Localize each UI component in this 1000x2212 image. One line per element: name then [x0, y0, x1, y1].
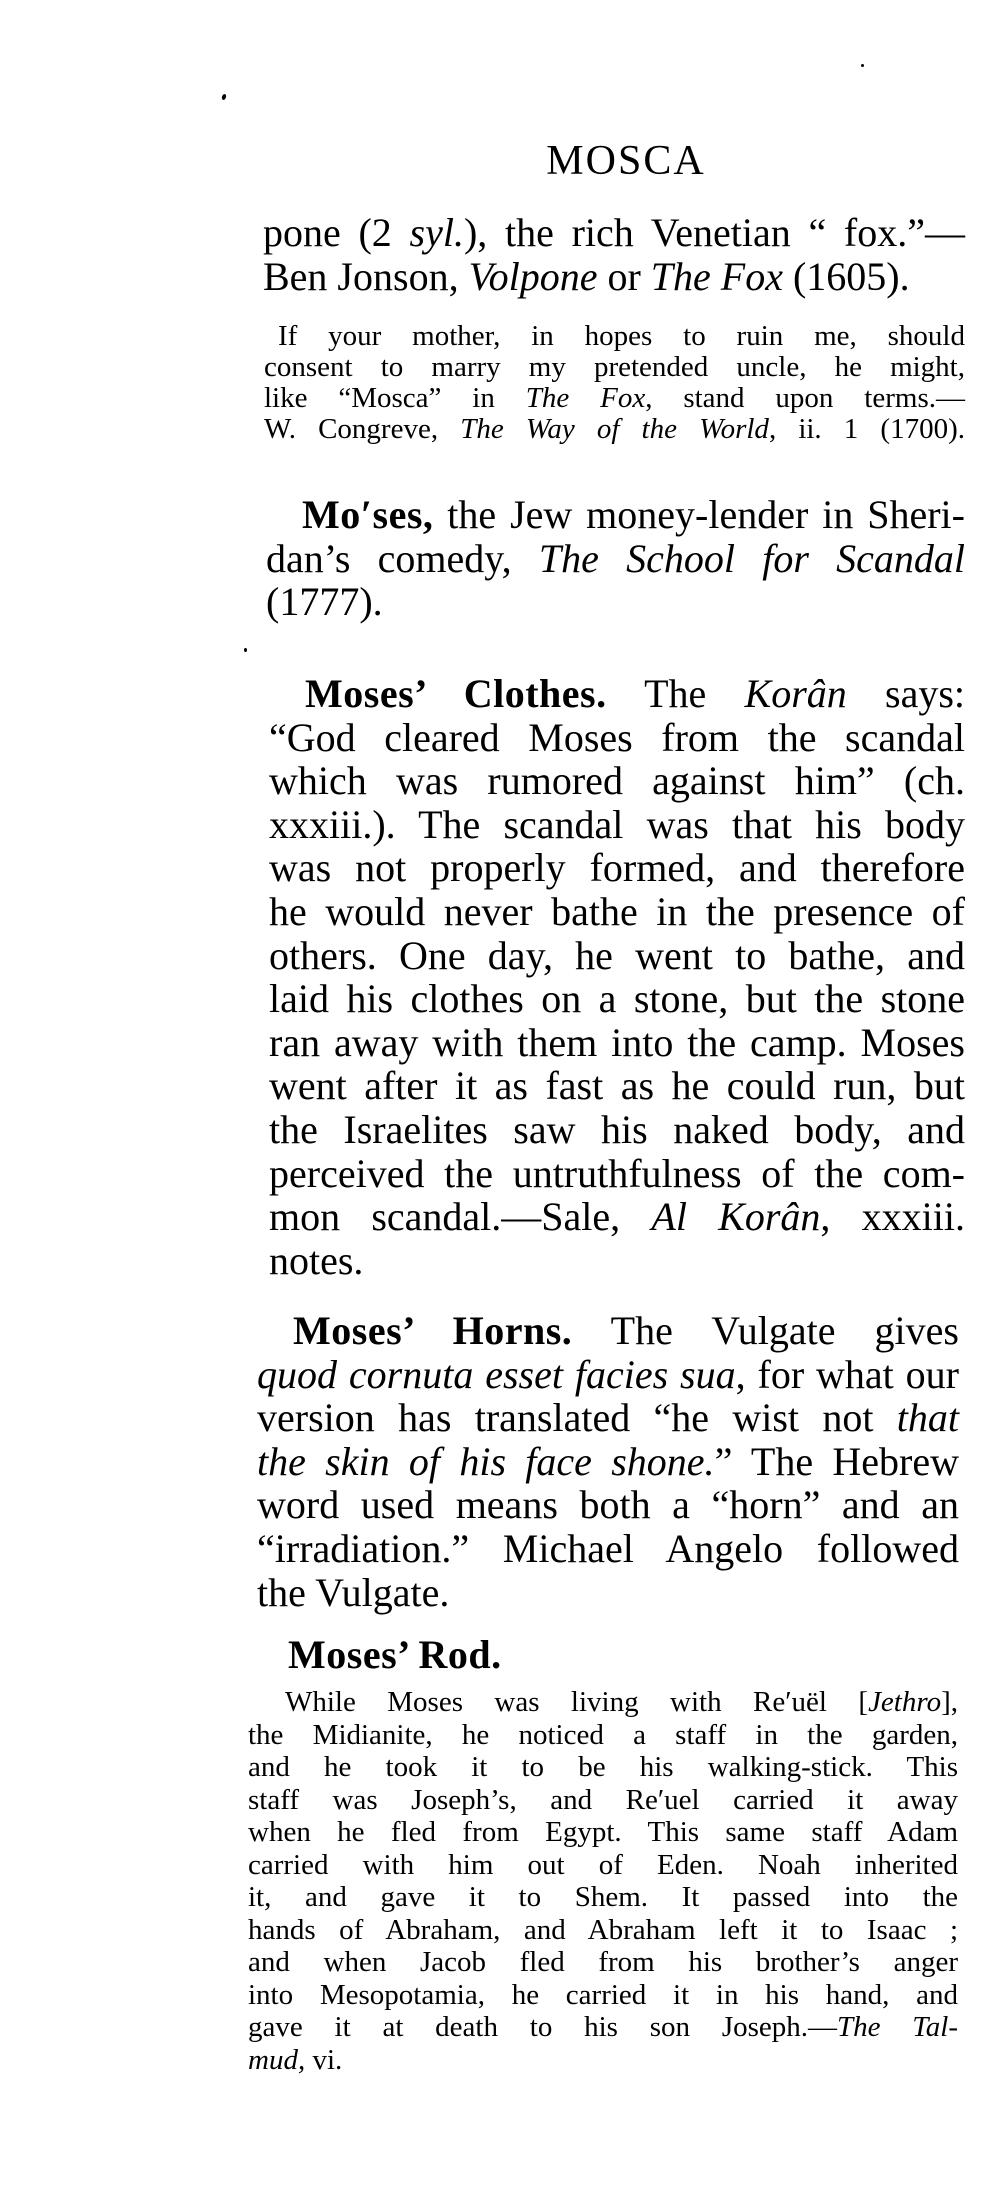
text-line: [263, 211, 965, 255]
text-run: when he fled from Egypt. This same staff Adam: [248, 1816, 958, 1848]
text-line: [257, 1353, 959, 1397]
text-run: mon scandal.—Sale,: [269, 1194, 652, 1240]
text-line: [269, 1195, 965, 1239]
text-line: [263, 255, 965, 299]
text-run: W. Congreve,: [264, 413, 461, 445]
text-line: [269, 1152, 965, 1196]
text-line: [248, 1751, 958, 1784]
entry-headword: Moses’ Horns.: [293, 1308, 573, 1353]
italic-text-run: Volpone: [468, 253, 598, 299]
text-run: into Mesopotamia, he carried it in his hand, and: [248, 1978, 958, 2011]
italic-text-run: The School for Scandal: [538, 535, 965, 581]
italic-text-run: The Fox: [650, 253, 783, 299]
text-line: [257, 1483, 959, 1527]
text-run: the Midianite, he noticed a staff in the garden,: [248, 1718, 958, 1751]
text-run: others. One day, he went to bathe, and: [269, 932, 965, 978]
text-line: [269, 1064, 965, 1108]
italic-text-run: Jethro: [868, 1686, 942, 1718]
text-run: ), the rich Venetian “ fox.”—: [463, 210, 966, 255]
text-line: [269, 934, 965, 978]
text-run: ],: [941, 1686, 958, 1718]
text-run: , ii. 1 (1700).: [768, 413, 966, 445]
text-run: ran away with them into the camp. Moses: [269, 1019, 965, 1065]
italic-text-run: mud,: [248, 2043, 306, 2076]
text-line: [248, 1914, 958, 1947]
text-run: “God cleared Moses from the scandal: [269, 714, 965, 760]
text-line: [269, 977, 965, 1021]
text-run: he would never bathe in the presence of: [269, 888, 965, 934]
text-line: [264, 414, 965, 445]
text-run: The Vulgate gives: [572, 1308, 959, 1353]
text-run: vi.: [305, 2043, 343, 2076]
text-run: staff was Joseph’s, and Re′uel carried it away: [248, 1783, 958, 1816]
text-line: [248, 1849, 958, 1882]
text-line: [248, 1784, 958, 1817]
text-line: [269, 1108, 965, 1152]
text-run: the Israelites saw his naked body, and: [269, 1106, 965, 1152]
text-line: [269, 1021, 965, 1065]
text-run: The: [606, 671, 745, 716]
text-run: it, and gave it to Shem. It passed into the: [248, 1881, 958, 1913]
text-line: [288, 1633, 964, 1677]
entry-moses-clothes: [269, 672, 965, 1282]
text-line: [269, 803, 965, 847]
text-run: (1605).: [782, 253, 910, 299]
text-line: [269, 716, 965, 760]
scan-speck: [244, 648, 247, 652]
text-run: and when Jacob fled from his brother’s anger: [248, 1946, 958, 1978]
text-run: consent to marry my pretended uncle, he might,: [264, 351, 965, 383]
text-run: carried with him out of Eden. Noah inherited: [248, 1848, 958, 1881]
text-run: , for what our: [735, 1351, 959, 1397]
text-line: [248, 1881, 958, 1914]
italic-text-run: The Tal-: [837, 2011, 958, 2043]
text-run: notes.: [269, 1237, 364, 1283]
text-line: [257, 1309, 959, 1353]
text-run: perceived the untruthfulness of the com-: [269, 1150, 965, 1196]
text-line: [269, 890, 965, 934]
italic-text-run: quod cornuta esset facies sua: [257, 1351, 736, 1397]
text-run: the Vulgate.: [257, 1569, 450, 1615]
italic-text-run: Korân: [744, 671, 847, 716]
text-run: like “Mosca” in: [264, 382, 526, 414]
text-line: [248, 1816, 958, 1849]
scan-speck: [221, 93, 227, 100]
text-run: , xxxiii.: [820, 1194, 965, 1240]
text-line: [266, 493, 965, 537]
text-line: [248, 2044, 958, 2077]
text-line: [248, 1686, 958, 1719]
mosca-citation-quote: [264, 321, 965, 445]
entry-headword: Moses’ Clothes.: [305, 671, 607, 716]
text-run: version has translated “he wist not: [257, 1395, 897, 1441]
text-run: says:: [846, 671, 966, 716]
text-run: went after it as fast as he could run, but: [269, 1063, 965, 1109]
entry-moses-horns: [257, 1309, 959, 1614]
italic-text-run: syl.: [409, 210, 464, 255]
entry-headword: Mo′ses,: [302, 492, 434, 537]
text-line: [269, 846, 965, 890]
text-run: was not properly formed, and therefore: [269, 845, 965, 891]
text-line: [248, 1719, 958, 1752]
text-run: hands of Abraham, and Abraham left it to Isaac ;: [248, 1913, 958, 1946]
text-line: [248, 1946, 958, 1979]
text-run: the Jew money-lender in Sheri-: [433, 492, 965, 537]
text-run: (1777).: [266, 579, 383, 625]
text-run: which was rumored against him” (ch.: [269, 758, 965, 804]
text-line: [266, 537, 965, 581]
text-run: , stand upon terms.—: [645, 382, 965, 414]
italic-text-run: Al Korân: [651, 1194, 821, 1240]
text-run: If your mother, in hopes to ruin me, should: [278, 320, 965, 352]
entry-headword: Moses’ Rod.: [288, 1632, 502, 1677]
text-run: xxxiii.). The scandal was that his body: [269, 801, 965, 847]
text-line: [257, 1396, 959, 1440]
entry-moses-rod-heading: [288, 1633, 964, 1677]
italic-text-run: The Way of the World: [460, 413, 769, 445]
entry-moses: [266, 493, 965, 624]
text-run: and he took it to be his walking-stick. This: [248, 1751, 958, 1783]
text-run: dan’s comedy,: [266, 535, 539, 581]
text-line: [266, 580, 965, 624]
text-line: [248, 2011, 958, 2044]
entry-moses-rod-body: [248, 1686, 958, 2076]
text-line: [269, 672, 965, 716]
italic-text-run: the skin of his face shone.: [257, 1438, 715, 1484]
italic-text-run: The Fox: [525, 382, 646, 414]
entry-mosca-continuation-paragraph: [263, 211, 965, 298]
text-line: [248, 1979, 958, 2012]
text-line: [264, 321, 965, 352]
text-run: ” The Hebrew: [714, 1438, 959, 1484]
text-run: pone (2: [263, 210, 410, 255]
scan-speck: [861, 64, 864, 67]
text-run: gave it at death to his son Joseph.—: [248, 2011, 838, 2043]
text-line: [264, 383, 965, 414]
text-run: “irradiation.” Michael Angelo followed: [257, 1525, 959, 1571]
text-line: [257, 1440, 959, 1484]
text-line: [269, 759, 965, 803]
page-running-head: MOSCA: [546, 138, 706, 184]
text-run: word used means both a “horn” and an: [257, 1482, 959, 1528]
text-run: laid his clothes on a stone, but the stone: [269, 976, 965, 1022]
text-run: While Moses was living with Re′uël [: [285, 1686, 869, 1718]
text-line: [269, 1239, 965, 1283]
text-line: [264, 352, 965, 383]
text-line: [257, 1571, 959, 1615]
text-run: Ben Jonson,: [263, 253, 469, 299]
text-line: [257, 1527, 959, 1571]
text-run: or: [597, 253, 651, 299]
italic-text-run: that: [896, 1395, 959, 1441]
